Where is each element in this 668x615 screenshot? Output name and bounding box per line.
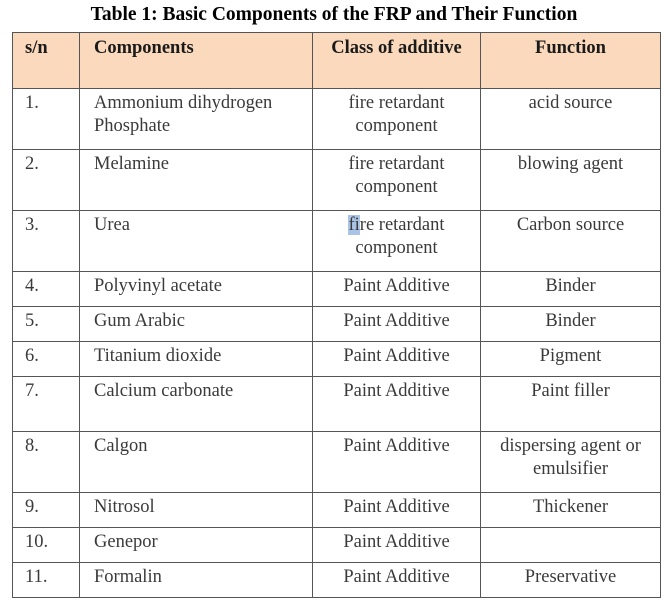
cell-class (313, 211, 481, 272)
cell-sn: 10. (13, 528, 80, 563)
cell-class: Paint Additive (313, 528, 481, 563)
cell-function: blowing agent (481, 150, 661, 211)
cell-function: Pigment (481, 342, 661, 377)
cell-component: Gum Arabic (80, 307, 313, 342)
cell-sn: 2. (13, 150, 80, 211)
header-class-of-additive: Class of additive (313, 33, 481, 89)
table-row (13, 272, 661, 307)
cell-component: Urea (80, 211, 313, 272)
text-selection-highlight[interactable]: fi (348, 215, 360, 235)
cell-component: Polyvinyl acetate (80, 272, 313, 307)
table-row (13, 150, 661, 211)
cell-sn: 1. (13, 89, 80, 150)
cell-sn: 7. (13, 377, 80, 432)
cell-class: fire retardant component (313, 89, 481, 150)
header-components: Components (80, 33, 313, 89)
cell-function: Thickener (481, 493, 661, 528)
cell-function: Binder (481, 307, 661, 342)
cell-class-text: re retardant component (355, 215, 445, 258)
table-row (13, 563, 661, 598)
cell-component: Titanium dioxide (80, 342, 313, 377)
table-row (13, 528, 661, 563)
cell-function (481, 528, 661, 563)
table-row (13, 342, 661, 377)
table-row (13, 211, 661, 272)
cell-sn: 5. (13, 307, 80, 342)
cell-component: Formalin (80, 563, 313, 598)
table-caption: Table 1: Basic Components of the FRP and Their Function (90, 4, 578, 25)
cell-component: Nitrosol (80, 493, 313, 528)
cell-function: Carbon source (481, 211, 661, 272)
table-row (13, 307, 661, 342)
cell-component: Ammonium dihydrogen Phosphate (80, 89, 313, 150)
frp-components-table (12, 32, 661, 598)
cell-sn: 3. (13, 211, 80, 272)
cell-class: Paint Additive (313, 493, 481, 528)
cell-sn: 8. (13, 432, 80, 493)
cell-sn: 11. (13, 563, 80, 598)
cell-function: acid source (481, 89, 661, 150)
cell-function: Preservative (481, 563, 661, 598)
cell-sn: 9. (13, 493, 80, 528)
cell-function: Binder (481, 272, 661, 307)
cell-class: Paint Additive (313, 342, 481, 377)
table-row (13, 493, 661, 528)
table-row (13, 377, 661, 432)
cell-class: Paint Additive (313, 272, 481, 307)
cell-component: Calgon (80, 432, 313, 493)
table-row (13, 432, 661, 493)
cell-component: Genepor (80, 528, 313, 563)
cell-function: Paint filler (481, 377, 661, 432)
cell-class: Paint Additive (313, 432, 481, 493)
cell-component: Calcium carbonate (80, 377, 313, 432)
cell-component: Melamine (80, 150, 313, 211)
cell-class: Paint Additive (313, 563, 481, 598)
table-row (13, 89, 661, 150)
cell-sn: 6. (13, 342, 80, 377)
cell-class: fire retardant component (313, 150, 481, 211)
header-function: Function (481, 33, 661, 89)
cell-sn: 4. (13, 272, 80, 307)
cell-class: Paint Additive (313, 307, 481, 342)
cell-class: Paint Additive (313, 377, 481, 432)
header-sn: s/n (13, 33, 80, 89)
table-header-row (13, 33, 661, 89)
cell-function: dispersing agent or emulsifier (481, 432, 661, 493)
